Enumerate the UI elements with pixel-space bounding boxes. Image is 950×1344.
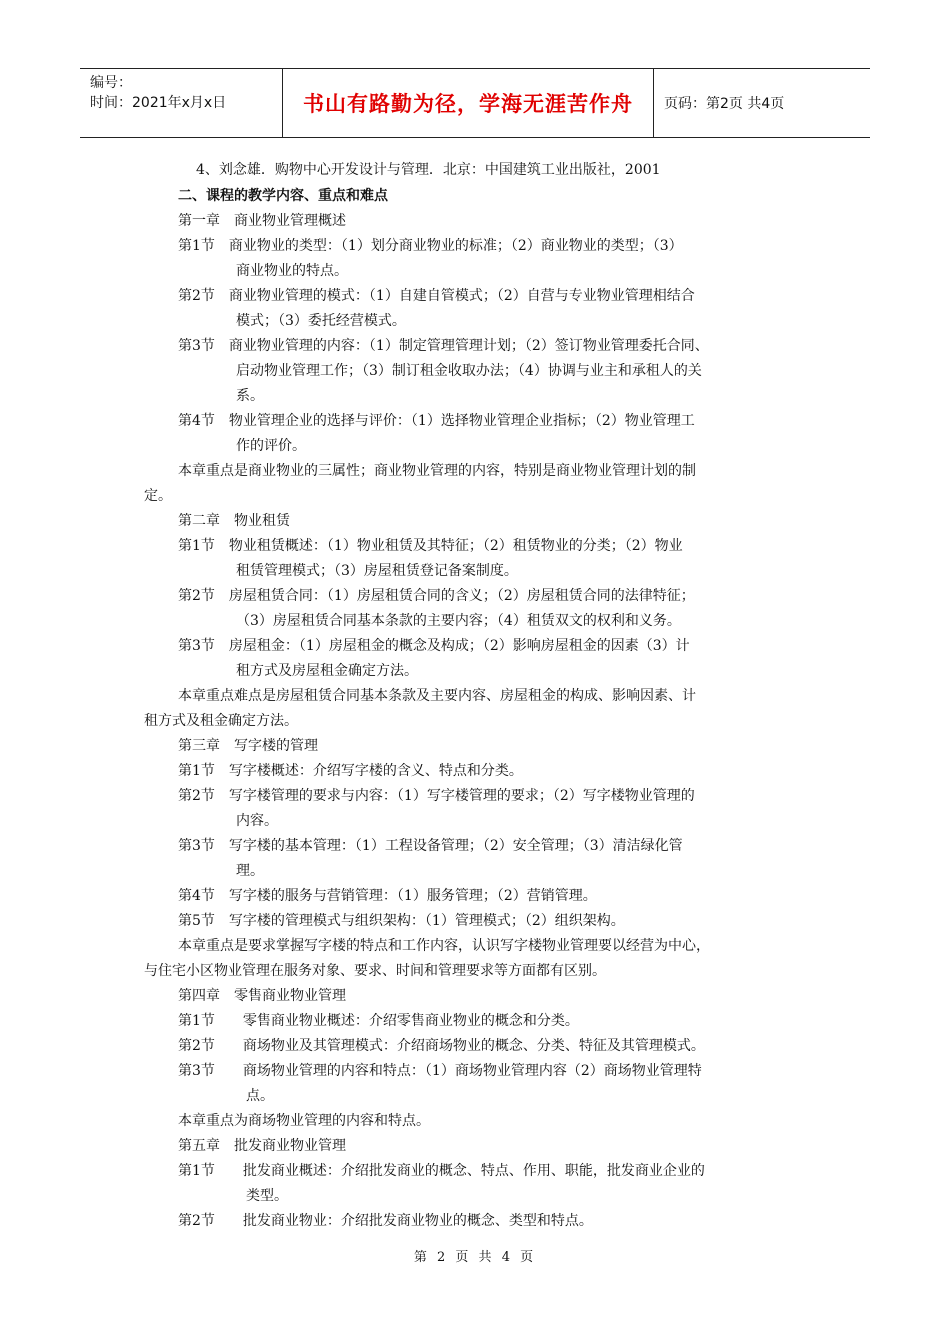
text-line: 第4节 写字楼的服务与营销管理：（1）服务管理；（2）营销管理。	[178, 888, 597, 904]
text-line: 二、课程的教学内容、重点和难点	[178, 188, 388, 204]
text-line: 第4节 物业管理企业的选择与评价：（1）选择物业管理企业指标；（2）物业管理工	[178, 413, 695, 429]
text-line: 理。	[236, 863, 264, 879]
text-line: 第5节 写字楼的管理模式与组织架构：（1）管理模式；（2）组织架构。	[178, 913, 625, 929]
text-line: 第2节 批发商业物业：介绍批发商业物业的概念、类型和特点。	[178, 1213, 593, 1229]
text-line: 第五章 批发商业物业管理	[178, 1138, 346, 1154]
text-line: 第二章 物业租赁	[178, 513, 290, 529]
text-line: 点。	[246, 1088, 274, 1104]
text-line: 本章重点为商场物业管理的内容和特点。	[178, 1113, 430, 1129]
text-line: （3）房屋租赁合同基本条款的主要内容；（4）租赁双文的权利和义务。	[236, 613, 681, 629]
text-line: 商业物业的特点。	[236, 263, 348, 279]
text-line: 模式；（3）委托经营模式。	[236, 313, 406, 329]
text-line: 第2节 房屋租赁合同：（1）房屋租赁合同的含义；（2）房屋租赁合同的法律特征；	[178, 588, 695, 604]
text-line: 4、刘念雄．购物中心开发设计与管理．北京：中国建筑工业出版社，2001	[196, 162, 661, 178]
text-line: 启动物业管理工作；（3）制订租金收取办法；（4）协调与业主和承租人的关	[236, 363, 702, 379]
text-line: 第一章 商业物业管理概述	[178, 213, 346, 229]
text-line: 租赁管理模式；（3）房屋租赁登记备案制度。	[236, 563, 518, 579]
text-line: 类型。	[246, 1188, 288, 1204]
header-motto: 书山有路勤为径，学海无涯苦作舟	[282, 69, 654, 137]
text-line: 作的评价。	[236, 438, 306, 454]
text-line: 第3节 商业物业管理的内容：（1）制定管理管理计划；（2）签订物业管理委托合同、	[178, 338, 709, 354]
text-line: 第1节 写字楼概述：介绍写字楼的含义、特点和分类。	[178, 763, 523, 779]
text-line: 第1节 物业租赁概述：（1）物业租赁及其特征；（2）租赁物业的分类；（2）物业	[178, 538, 683, 554]
text-line: 第三章 写字楼的管理	[178, 738, 318, 754]
text-line: 第1节 商业物业的类型：（1）划分商业物业的标准；（2）商业物业的类型；（3）	[178, 238, 683, 254]
text-line: 本章重点是要求掌握写字楼的特点和工作内容，认识写字楼物业管理要以经营为中心，	[178, 938, 710, 954]
text-line: 第2节 商场物业及其管理模式：介绍商场物业的概念、分类、特征及其管理模式。	[178, 1038, 705, 1054]
text-line: 第四章 零售商业物业管理	[178, 988, 346, 1004]
text-line: 本章重点难点是房屋租赁合同基本条款及主要内容、房屋租金的构成、影响因素、计	[178, 688, 696, 704]
text-line: 内容。	[236, 813, 278, 829]
text-line: 租方式及房屋租金确定方法。	[236, 663, 418, 679]
serial-label: 编号：	[90, 75, 132, 91]
text-line: 租方式及租金确定方法。	[144, 713, 298, 729]
page-header	[80, 68, 870, 138]
text-line: 第1节 批发商业概述：介绍批发商业的概念、特点、作用、职能，批发商业企业的	[178, 1163, 705, 1179]
text-line: 定。	[144, 488, 172, 504]
text-line: 第3节 写字楼的基本管理：（1）工程设备管理；（2）安全管理；（3）清洁绿化管	[178, 838, 683, 854]
text-line: 第3节 商场物业管理的内容和特点：（1）商场物业管理内容（2）商场物业管理特	[178, 1063, 702, 1079]
text-line: 第2节 商业物业管理的模式：（1）自建自管模式；（2）自营与专业物业管理相结合	[178, 288, 695, 304]
text-line: 第1节 零售商业物业概述：介绍零售商业物业的概念和分类。	[178, 1013, 579, 1029]
header-left-cell	[80, 69, 282, 137]
page-footer: 第 2 页 共 4 页	[413, 1250, 537, 1265]
text-line: 本章重点是商业物业的三属性；商业物业管理的内容，特别是商业物业管理计划的制	[178, 463, 696, 479]
text-line: 与住宅小区物业管理在服务对象、要求、时间和管理要求等方面都有区别。	[144, 963, 606, 979]
text-line: 系。	[236, 388, 264, 404]
time-label: 时间：2021年x月x日	[90, 95, 227, 111]
header-page-label: 页码：第2页 共4页	[664, 96, 785, 112]
text-line: 第3节 房屋租金：（1）房屋租金的概念及构成；（2）影响房屋租金的因素（3）计	[178, 638, 690, 654]
text-line: 第2节 写字楼管理的要求与内容：（1）写字楼管理的要求；（2）写字楼物业管理的	[178, 788, 695, 804]
